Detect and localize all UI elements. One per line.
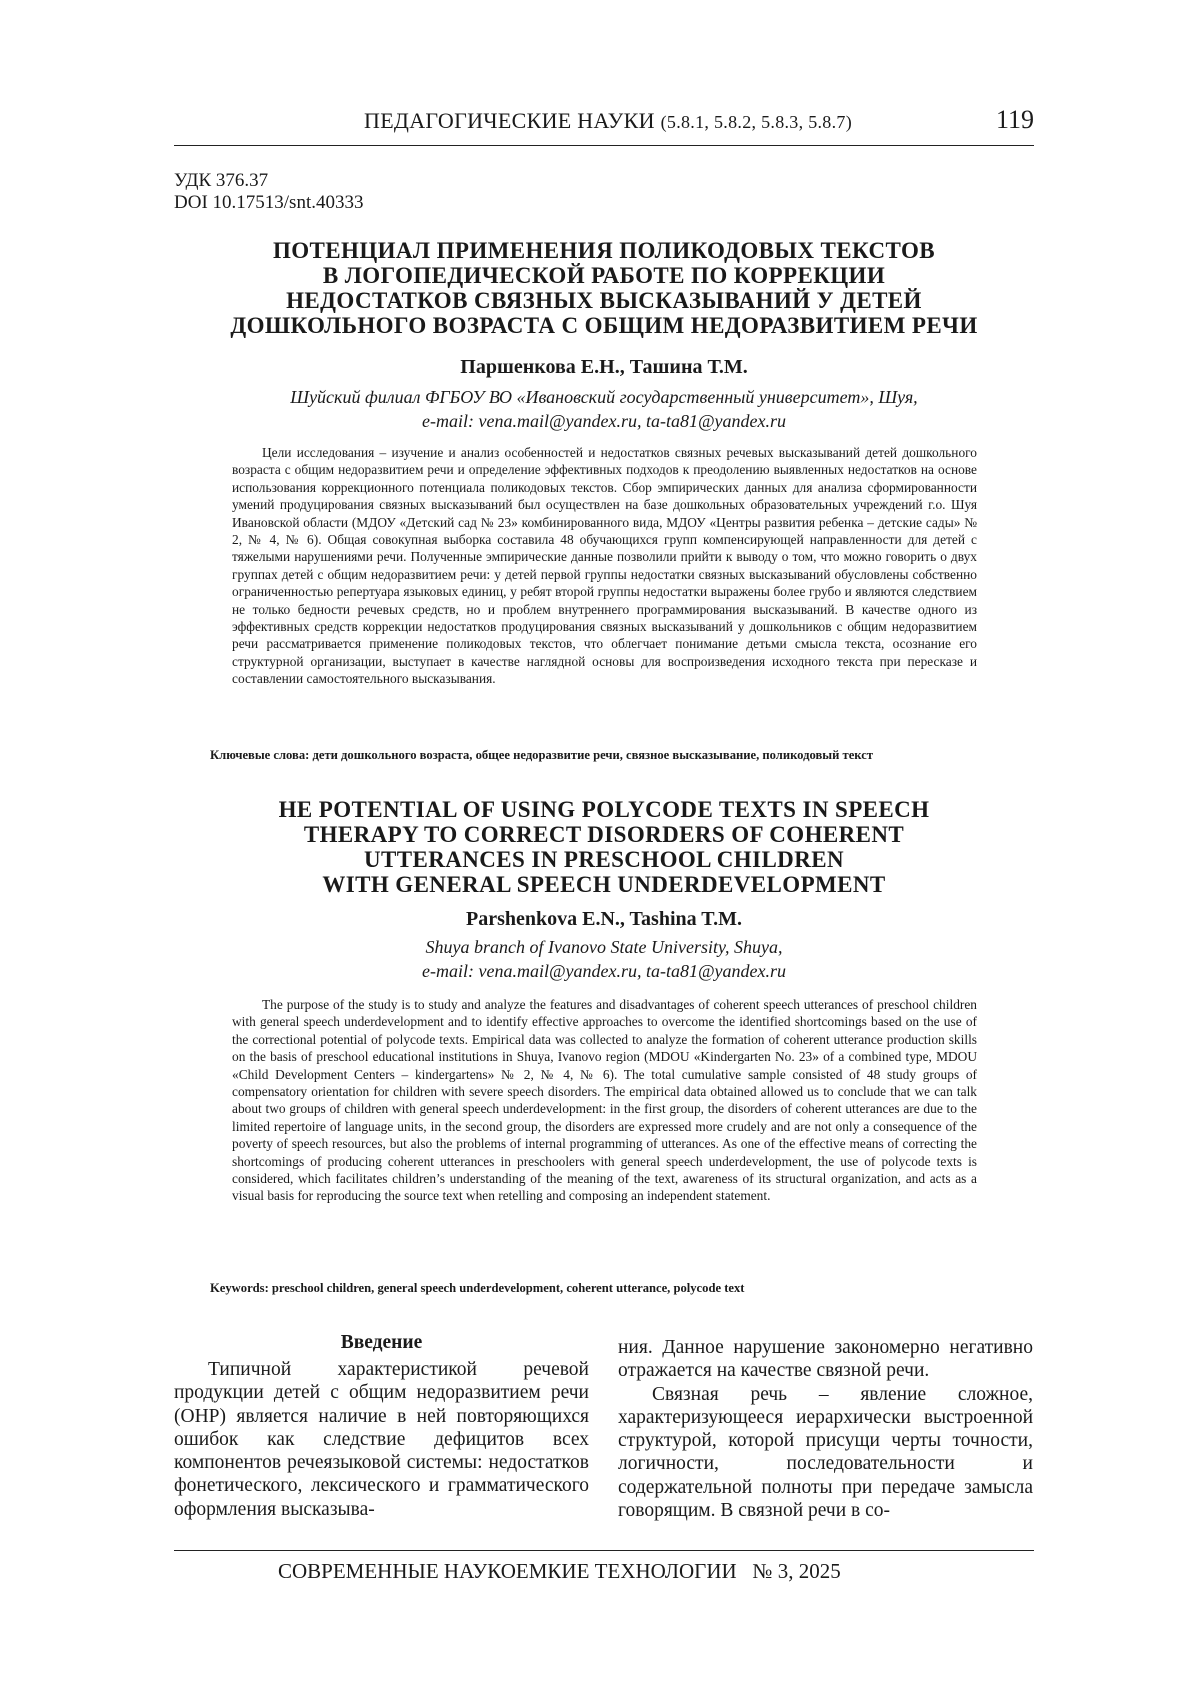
title-line: ПОТЕНЦИАЛ ПРИМЕНЕНИЯ ПОЛИКОДОВЫХ ТЕКСТОВ xyxy=(272,238,936,263)
journal-page xyxy=(174,0,1034,1697)
footer-journal xyxy=(278,1559,841,1584)
title-russian xyxy=(174,238,1034,338)
footer-issue: № 3, 2025 xyxy=(752,1559,841,1583)
section-codes: (5.8.1, 5.8.2, 5.8.3, 5.8.7) xyxy=(660,112,852,132)
title-line: THERAPY TO CORRECT DISORDERS OF COHERENT xyxy=(303,822,905,847)
abstract-russian: Цели исследования – изучение и анализ особенностей и недостатков связных речевых высказываний детей дошкольного возраста с общим недоразвитием речи и определение эффективных подходов к преодолению выявленных недостатков на основе использования коррекционного потенциала поликодовых текстов. Сбор эмпирических данных для анализа сформированности умений продуцирования связных высказываний был осуществлен на базе дошкольных образовательных учреждений г.о. Шуя Ивановской области (МДОУ «Детский сад № 23» комбинированного вида, МДОУ «Центры развития ребенка – детские сады» № 2, № 4, № 6). Общая совокупная выборка составила 48 обучающихся групп компенсирующей направленности для детей с тяжелыми нарушениями речи. Полученные эмпирические данные позволили прийти к выводу о том, что можно говорить о двух группах детей с общим недоразвитием речи: у детей первой группы недостатки связных высказываний обусловлены собственно ограниченностью репертуара языковых единиц, у ребят второй группы недостатки выражены более грубо и являются следствием не только бедности речевых средств, но и проблем внутреннего программирования высказываний. В качестве одного из эффективных средств коррекции недостатков продуцирования связных высказываний у дошкольников с общим недоразвитием речи рассматривается применение поликодовых текстов, что облегчает понимание детьми смысла текста, осознание его структурной организации, выступает в качестве наглядной основы для воспроизведения исходного текста при пересказе и составлении самостоятельного высказывания. xyxy=(232,445,977,687)
body-column-right xyxy=(618,1336,1033,1522)
journal-section-title: ПЕДАГОГИЧЕСКИЕ НАУКИ xyxy=(364,108,655,133)
title-line: ДОШКОЛЬНОГО ВОЗРАСТА С ОБЩИМ НЕДОРАЗВИТИЕМ РЕЧИ xyxy=(230,313,978,338)
abstract-english: The purpose of the study is to study and analyze the features and disadvantages of coherent speech utterances of preschool children with general speech underdevelopment and to identify effective approaches to overcome the identified shortcomings based on the use of the correctional potential of polycode texts. Empirical data was collected to analyze the formation of coherent utterance production skills on the basis of preschool educational institutions in Shuya, Ivanovo region (MDOU «Kindergarten No. 23» of a combined type, MDOU «Child Development Centers – kindergartens» № 2, № 4, № 6). The total cumulative sample consisted of 48 study groups of compensatory orientation for children with severe speech disorders. The empirical data obtained allowed us to conclude that we can talk about two groups of children with general speech underdevelopment: in the first group, the disorders of coherent utterances are due to the limited repertoire of language units, in the second group, the disorders are expressed more crudely and are not only a consequence of the poverty of speech resources, but also the problems of internal programming of utterances. As one of the effective means of correcting the shortcomings of producing coherent utterances in preschoolers with general speech underdevelopment, the use of polycode texts is considered, which facilitates children’s understanding of the meaning of the text, awareness of its structural organization, and acts as a visual basis for reproducing the source text when retelling and composing an independent statement. xyxy=(232,997,977,1204)
body-column-left xyxy=(174,1330,589,1521)
footer-journal-title: СОВРЕМЕННЫЕ НАУКОЕМКИЕ ТЕХНОЛОГИИ xyxy=(278,1559,737,1583)
body-paragraph: Типичной характеристикой речевой продукции детей с общим недоразвитием речи (ОНР) является наличие в ней повторяющихся ошибок как следствие дефицитов всех компонентов речеязыковой системы: недостатков фонетического, лексического и грамматического оформления высказыва- xyxy=(174,1359,589,1520)
email-text: e-mail: vena.mail@yandex.ru, ta-ta81@yandex.ru xyxy=(421,411,787,431)
doi: DOI 10.17513/snt.40333 xyxy=(174,192,364,213)
running-footer xyxy=(174,1550,1034,1583)
title-line: HE POTENTIAL OF USING POLYCODE TEXTS IN SPEECH xyxy=(278,797,930,822)
affiliation-text: Shuya branch of Ivanovo State University, Shuya, xyxy=(425,937,783,957)
affiliation-english xyxy=(174,935,1034,983)
journal-section xyxy=(364,108,852,134)
body-paragraph: ния. Данное нарушение закономерно негативно отражается на качестве связной речи. xyxy=(618,1337,1033,1382)
title-line: UTTERANCES IN PRESCHOOL CHILDREN xyxy=(364,847,844,872)
authors-english: Parshenkova E.N., Tashina T.M. xyxy=(465,908,742,930)
article-identifiers xyxy=(174,170,363,214)
running-header xyxy=(174,105,1034,146)
title-line: WITH GENERAL SPEECH UNDERDEVELOPMENT xyxy=(322,872,886,897)
section-heading-introduction: Введение xyxy=(340,1332,423,1353)
title-english xyxy=(174,797,1034,897)
page-number: 119 xyxy=(995,105,1034,134)
title-line: В ЛОГОПЕДИЧЕСКОЙ РАБОТЕ ПО КОРРЕКЦИИ xyxy=(322,263,886,288)
keywords-english: Keywords: preschool children, general speech underdevelopment, coherent utterance, polycode text xyxy=(210,1281,745,1295)
email-text: e-mail: vena.mail@yandex.ru, ta-ta81@yandex.ru xyxy=(421,961,787,981)
udk-code: УДК 376.37 xyxy=(174,170,269,191)
authors-russian: Паршенкова Е.Н., Ташина Т.М. xyxy=(460,356,748,378)
affiliation-text: Шуйский филиал ФГБОУ ВО «Ивановский государственный университет», Шуя, xyxy=(290,387,918,407)
keywords-russian: Ключевые слова: дети дошкольного возраста, общее недоразвитие речи, связное высказывание, поликодовый текст xyxy=(210,748,874,762)
affiliation-russian xyxy=(174,385,1034,433)
body-paragraph: Связная речь – явление сложное, характеризующееся иерархически выстроенной структурой, которой присущи черты точности, логичности, последовательности и содержательной полноты при передаче замысла говорящим. В связной речи в со- xyxy=(618,1383,1033,1522)
title-line: НЕДОСТАТКОВ СВЯЗНЫХ ВЫСКАЗЫВАНИЙ У ДЕТЕЙ xyxy=(286,288,922,313)
